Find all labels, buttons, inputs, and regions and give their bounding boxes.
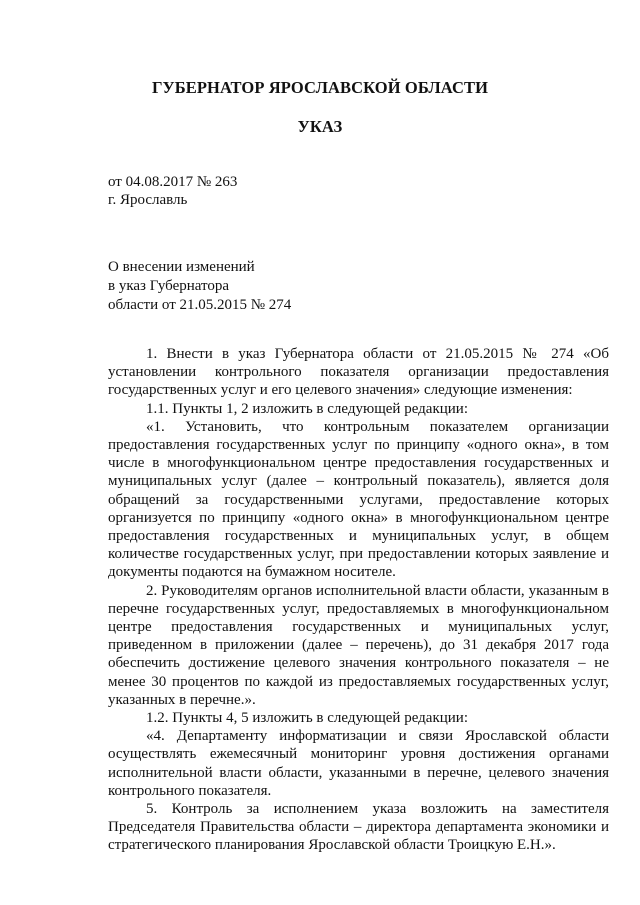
body-paragraph-item-1: 1. Внести в указ Губернатора области от 21.05.2015 № 274 «Об установлении контрольного показателя организации предоставления государственных услуг и его целевого значения» следующие изменения: [108, 346, 609, 399]
body-paragraph-point-4: «4. Департаменту информатизации и связи Ярославской области осуществлять ежемесячный мониторинг уровня достижения органами исполнительной власти области, указанными в перечне, целевого значения контрольного показателя. [108, 728, 609, 799]
document-date-number: от 04.08.2017 № 263 [108, 174, 238, 190]
body-paragraph-item-1-1: 1.1. Пункты 1, 2 изложить в следующей редакции: [146, 400, 468, 417]
body-paragraph-point-1: «1. Установить, что контрольным показателем организации предоставления государственных услуг по принципу «одного окна», в том числе в многофункциональном центре предоставления государственных и муниципальных услуг (далее – контрольный показатель), является доля обращений за государственными услугами, предоставление которых организуется по принципу «одного окна» в многофункциональном центре предоставления государственных и муниципальных услуг, в общем количестве государственных услуг, при предоставлении которых заявление и документы подаются на бумажном носителе. [108, 418, 609, 581]
body-paragraph-item-1-2: 1.2. Пункты 4, 5 изложить в следующей редакции: [146, 710, 468, 727]
body-paragraph-point-5: 5. Контроль за исполнением указа возложить на заместителя Председателя Правительства области – директора департамента экономики и стратегического планирования Ярославской области Троицкую Е.Н.». [108, 801, 609, 854]
subject-line-1: О внесении изменений [108, 259, 255, 275]
document-city: г. Ярославль [108, 192, 188, 208]
document-type-heading: УКАЗ [297, 117, 343, 136]
document-body [108, 345, 609, 855]
document-subject [108, 258, 408, 315]
subject-line-2: в указ Губернатора [108, 278, 230, 294]
subject-line-3: области от 21.05.2015 № 274 [108, 297, 292, 313]
authority-heading: ГУБЕРНАТОР ЯРОСЛАВСКОЙ ОБЛАСТИ [151, 78, 489, 97]
body-paragraph-point-2: 2. Руководителям органов исполнительной власти области, указанным в перечне государственных услуг, предоставляемых в многофункциональном центре предоставления государственных и муниципальных услуг, приведенном в приложении (далее – перечень), до 31 декабря 2017 года обеспечить достижение целевого значения контрольного показателя – не менее 30 процентов по каждой из предоставляемых государственных услуг, указанных в перечне.». [108, 582, 609, 708]
